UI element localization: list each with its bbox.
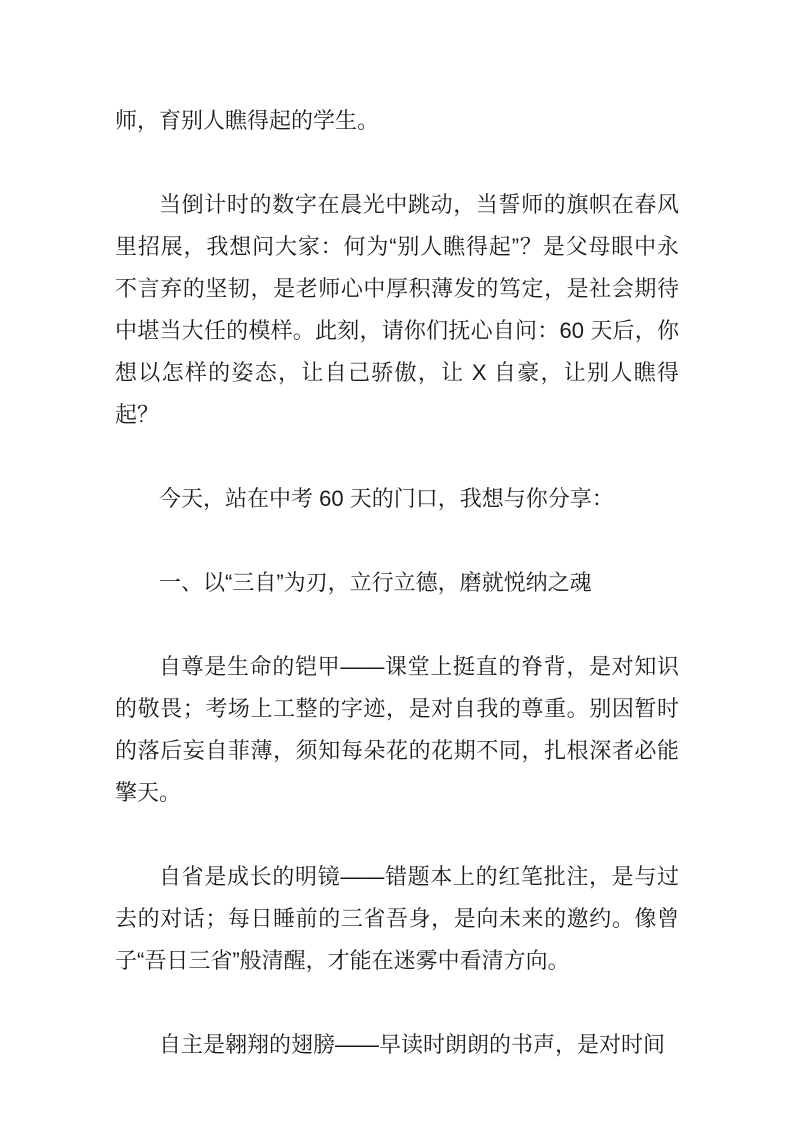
- paragraph: 自尊是生命的铠甲——课堂上挺直的脊背，是对知识的敬畏；考场上工整的字迹，是对自我的尊重。别因暂时的落后妄自菲薄，须知每朵花的花期不同，扎根深者必能擎天。: [115, 654, 679, 805]
- paragraph: 当倒计时的数字在晨光中跳动，当誓师的旗帜在春风里招展，我想问大家：何为“别人瞧得起”？是父母眼中永不言弃的坚韧，是老师心中厚积薄发的笃定，是社会期待中堪当大任的模样。此刻，请你们抚心自问：60 天后，你想以怎样的姿态，让自己骄傲，让 X 自豪，让别人瞧得起？: [115, 192, 679, 427]
- paragraph-continuation: 师，育别人瞧得起的学生。: [115, 108, 380, 133]
- paragraph: 自省是成长的明镜——错题本上的红笔批注，是与过去的对话；每日睡前的三省吾身，是向未来的邀约。像曾子“吾日三省”般清醒，才能在迷雾中看清方向。: [115, 864, 679, 973]
- section-heading: 一、以“三自”为刃，立行立德，磨就悦纳之魂: [159, 570, 592, 595]
- paragraph: 今天，站在中考 60 天的门口，我想与你分享：: [159, 486, 614, 511]
- paragraph-truncated: 自主是翱翔的翅膀——早读时朗朗的书声，是对时间: [159, 1032, 666, 1057]
